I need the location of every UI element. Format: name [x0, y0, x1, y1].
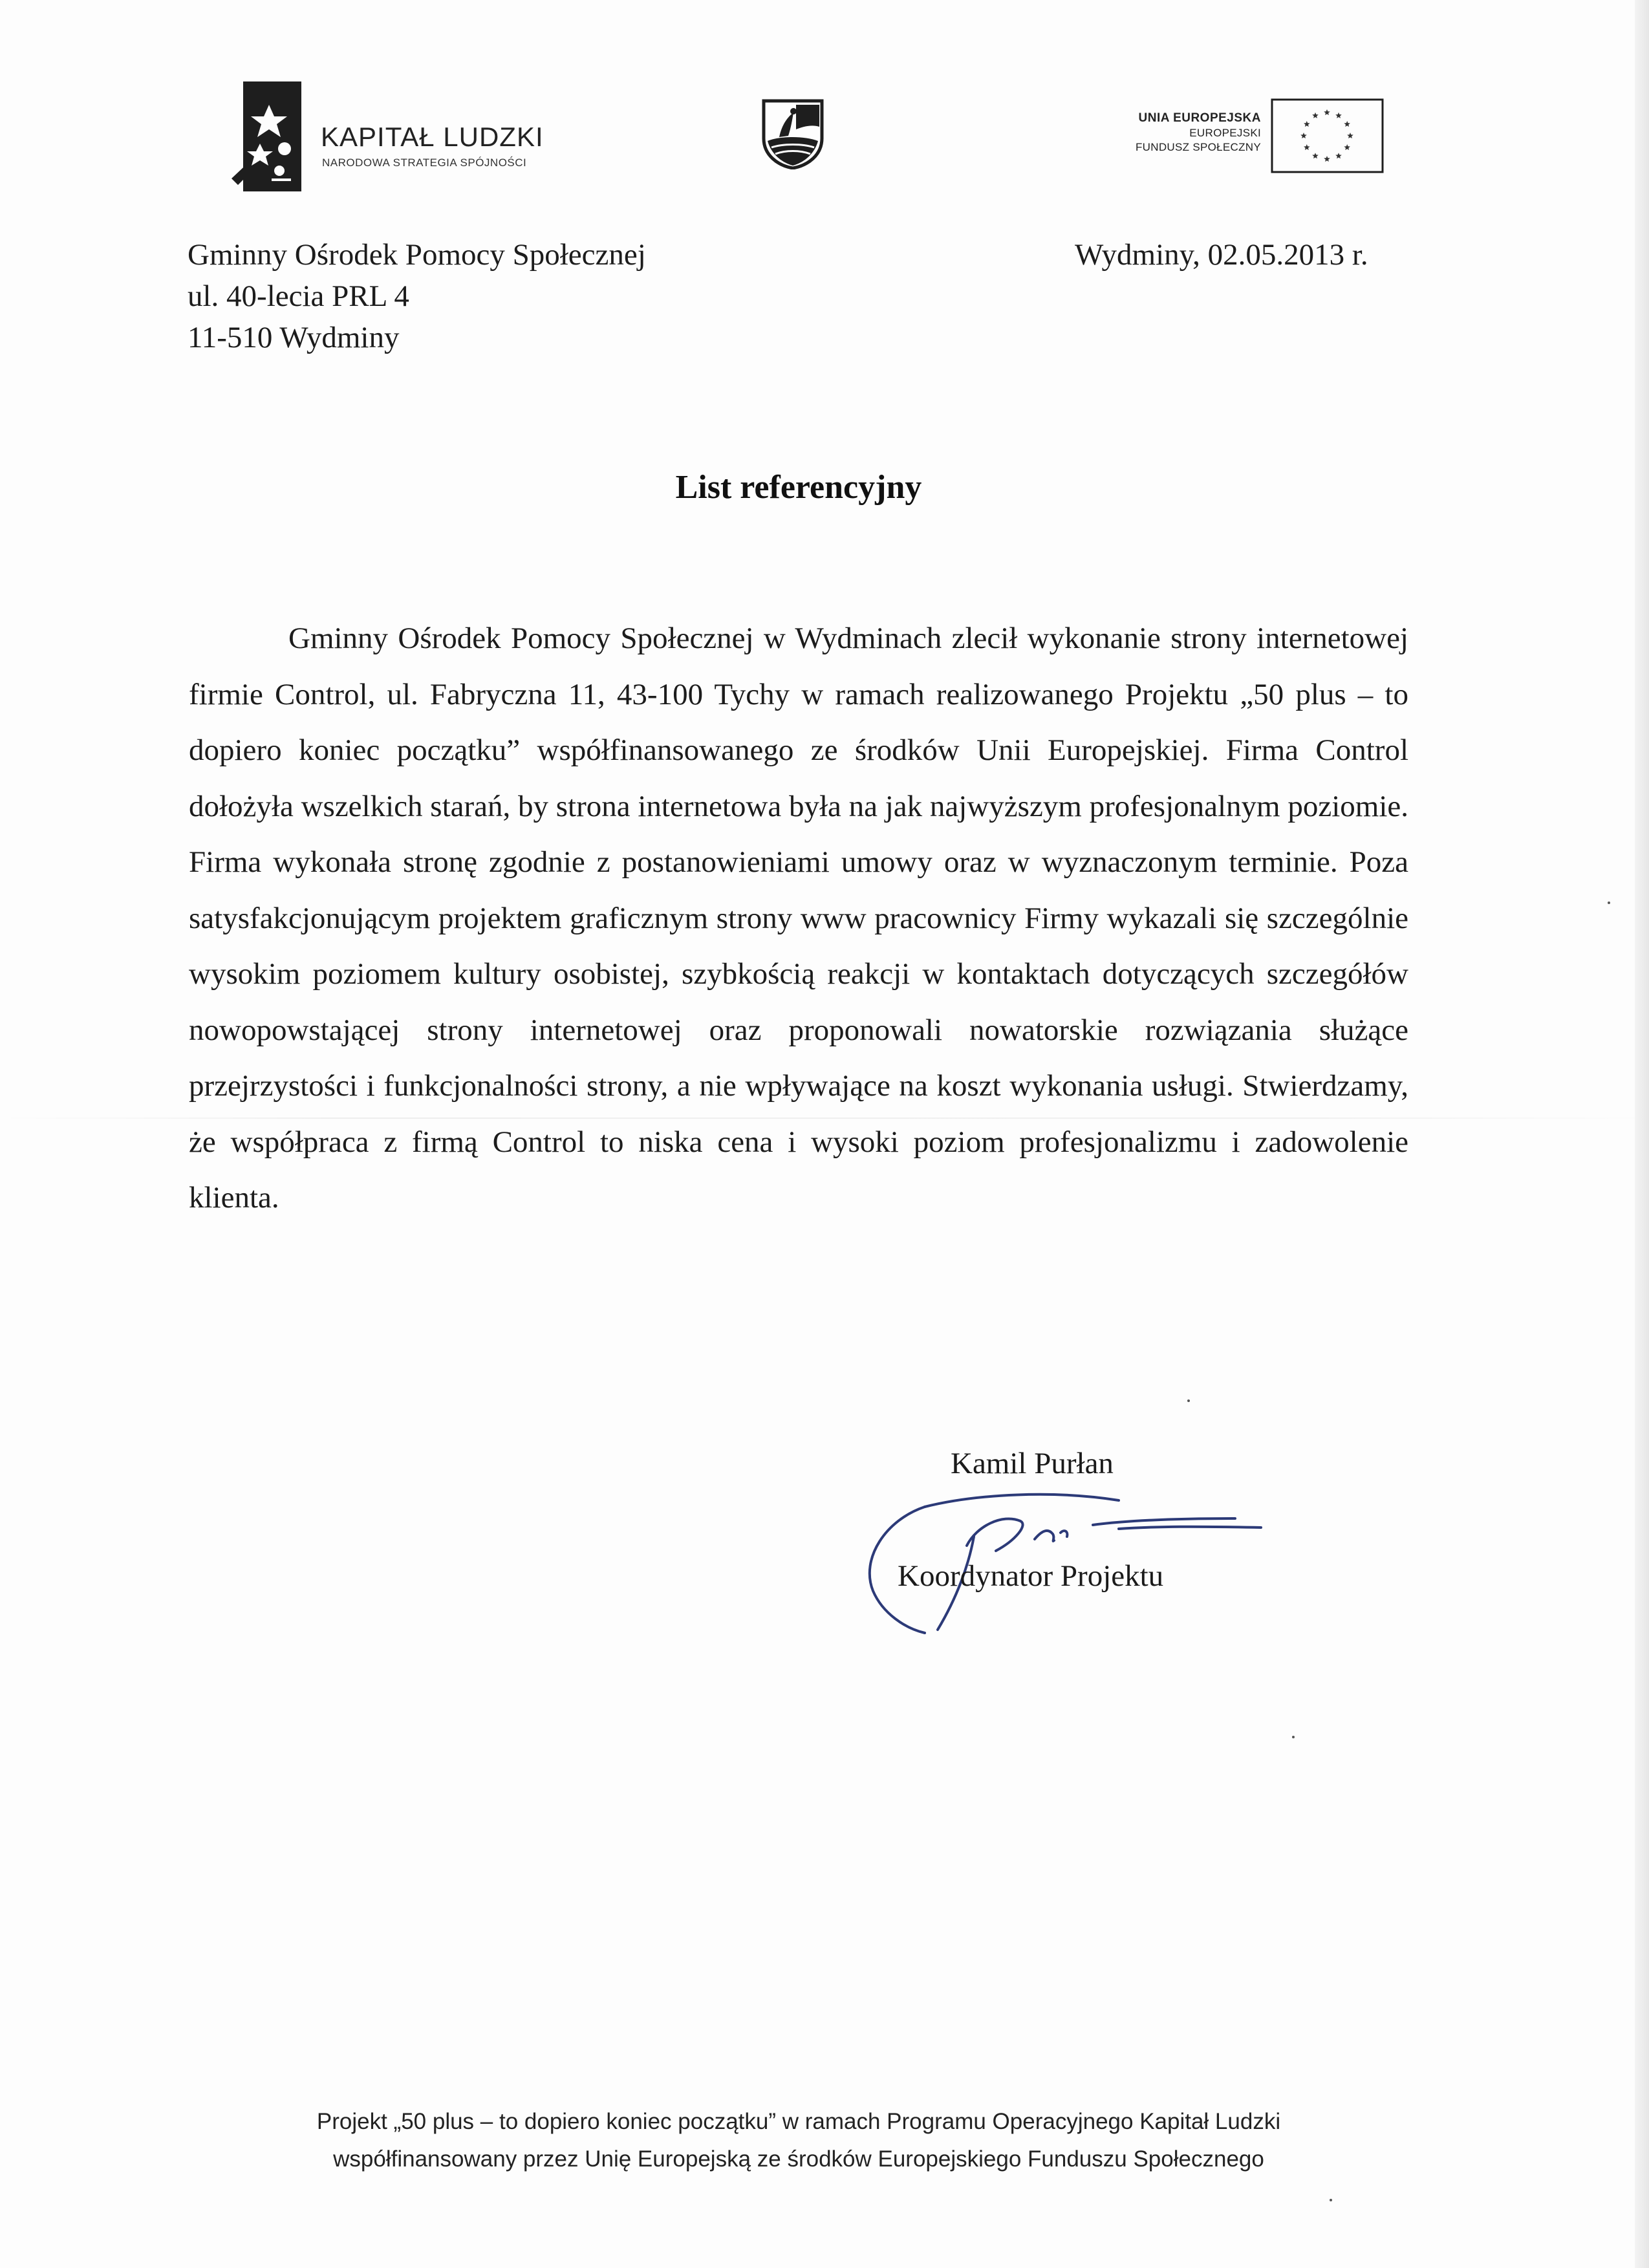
sender-name: Gminny Ośrodek Pomocy Społecznej: [188, 238, 646, 272]
municipal-crest-icon: [760, 98, 826, 169]
letter-body: Gminny Ośrodek Pomocy Społecznej w Wydminach zlecił wykonanie strony internetowej firmie Control, ul. Fabryczna 11, 43-100 Tychy w ramach realizowanego Projektu „50 plus – to dopiero koniec początku” współfinansowanego ze środków Unii Europejskiej. Firma Control dołożyła wszelkich starań, by strona internetowa była na jak najwyższym profesjonalnym poziomie. Firma wykonała stronę zgodnie z postanowieniami umowy oraz w wyznaczonym terminie. Poza satysfakcjonującym projektem graficznym strony www pracownicy Firmy wykazali się szczególnie wysokim poziomem kultury osobistej, szybkością reakcji w kontaktach dotyczących szczegółów nowopowstającej strony internetowej oraz proponowali nowatorskie rozwiązania służące przejrzystości i funkcjonalności strony, a nie wpływające na koszt wykonania usługi. Stwierdzamy, że współpraca z firmą Control to niska cena i wysoki poziom profesjonalizmu i zadowolenie klienta.: [189, 621, 1408, 1215]
scan-speck: [1608, 902, 1610, 904]
sender-postal-city: 11-510 Wydminy: [188, 321, 400, 354]
kapital-ludzki-subtitle: NARODOWA STRATEGIA SPÓJNOŚCI: [322, 157, 527, 169]
sender-street: ul. 40-lecia PRL 4: [188, 279, 409, 313]
signatory-role: Koordynator Projektu: [898, 1559, 1164, 1593]
scan-speck: [1187, 1399, 1190, 1402]
kapital-ludzki-title: KAPITAŁ LUDZKI: [321, 122, 544, 152]
scan-speck: [1292, 1736, 1295, 1738]
sender-address: [188, 234, 646, 358]
project-footer: [0, 2103, 1597, 2178]
document-title: List referencyjny: [675, 469, 922, 506]
footer-line-2: współfinansowany przez Unię Europejską ze środków Europejskiego Funduszu Społecznego: [333, 2146, 1264, 2172]
eu-logo-line-2: EUROPEJSKI: [1189, 127, 1261, 139]
eu-flag-icon: [1271, 98, 1384, 173]
footer-line-1: Projekt „50 plus – to dopiero koniec początku” w ramach Programu Operacyjnego Kapitał Ludzki: [316, 2109, 1281, 2134]
signatory-name: Kamil Purłan: [951, 1447, 1114, 1480]
scan-speck: [1330, 2199, 1332, 2201]
letter-date: Wydminy, 02.05.2013 r.: [1075, 238, 1368, 272]
scan-edge: [1635, 0, 1649, 2268]
kapital-ludzki-logo-icon: [232, 81, 301, 191]
eu-fund-logo: [1054, 98, 1384, 175]
kapital-ludzki-logo: [232, 81, 568, 191]
eu-logo-line-3: FUNDUSZ SPOŁECZNY: [1135, 141, 1261, 153]
eu-logo-line-1: UNIA EUROPEJSKA: [1138, 111, 1261, 125]
